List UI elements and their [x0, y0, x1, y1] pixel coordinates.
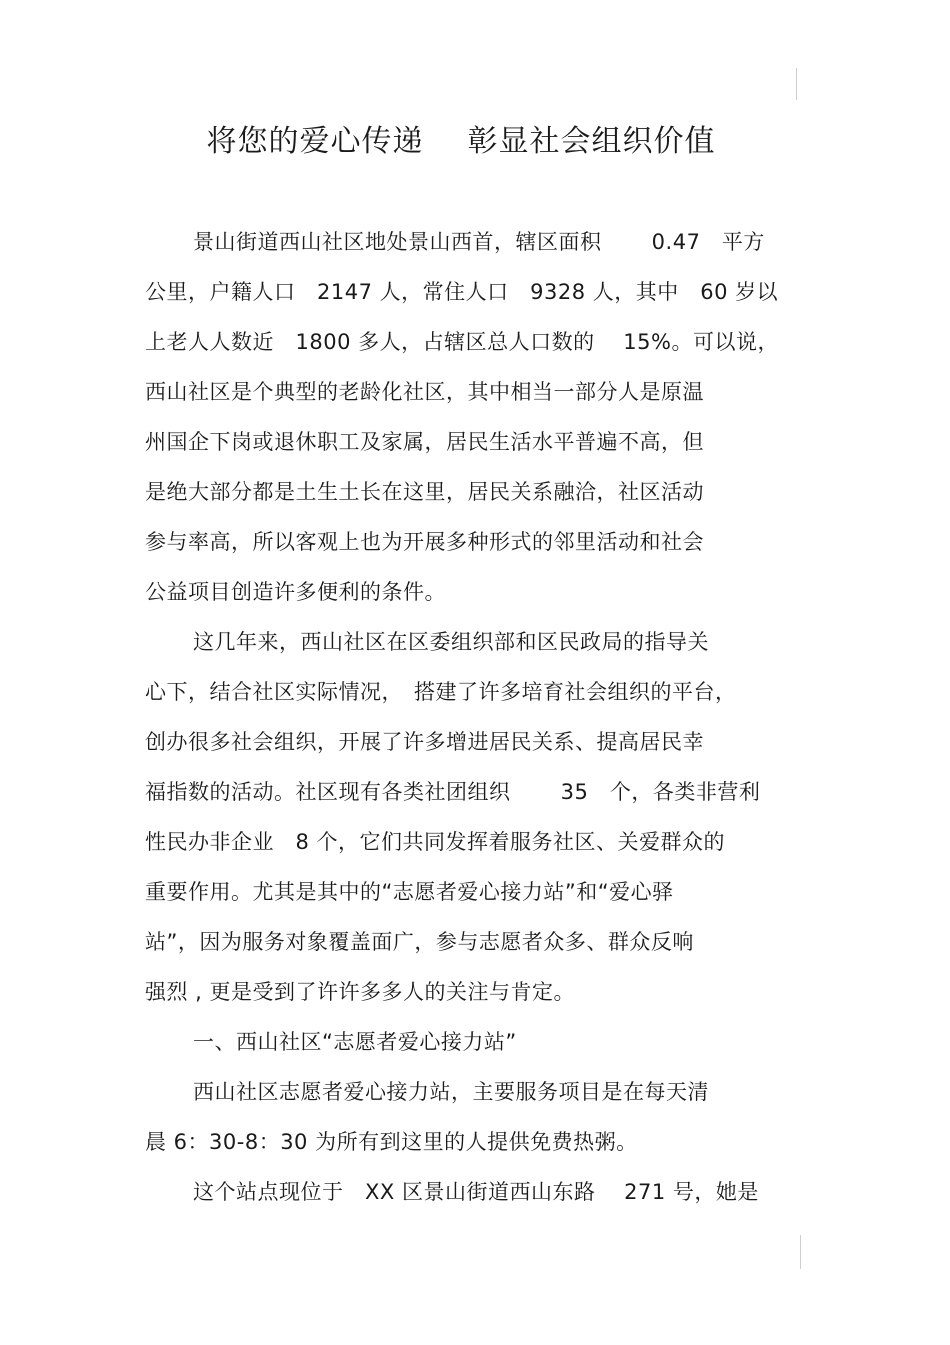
paragraph-line: 这个站点现位于 XX 区景山街道西山东路 271 号，她是 [193, 1180, 759, 1204]
paragraph-line: 这几年来，西山社区在区委组织部和区民政局的指导关 [193, 630, 709, 654]
paragraph-line: 西山社区志愿者爱心接力站，主要服务项目是在每天清 [193, 1080, 709, 1104]
paragraph-line: 西山社区是个典型的老龄化社区，其中相当一部分人是原温 [145, 380, 704, 404]
paragraph-line: 创办很多社会组织，开展了许多增进居民关系、提高居民幸 [145, 730, 704, 754]
paragraph-line: 景山街道西山社区地处景山西首，辖区面积 0.47 平方 [193, 230, 765, 254]
paragraph-line: 晨 6：30-8：30 为所有到这里的人提供免费热粥。 [145, 1130, 638, 1154]
title-part-2: 彰显社会组织价值 [467, 124, 716, 159]
paragraph-line: 站”，因为服务对象覆盖面广，参与志愿者众多、群众反响 [145, 930, 694, 954]
paragraph-line: 重要作用。尤其是其中的“志愿者爱心接力站”和“爱心驿 [145, 880, 674, 904]
document-title [0, 118, 922, 166]
title-part-1: 将您的爱心传递 [206, 124, 424, 159]
paragraph-line: 公益项目创造许多便利的条件。 [145, 580, 446, 604]
paragraph-line: 公里，户籍人口 2147 人，常住人口 9328 人，其中 60 岁以 [145, 280, 779, 304]
paragraph-line: 强烈 , 更是受到了许许多多人的关注与肯定。 [145, 980, 576, 1004]
section-heading: 一、西山社区“志愿者爱心接力站” [193, 1030, 517, 1054]
paragraph-line: 是绝大部分都是土生土长在这里，居民关系融洽，社区活动 [145, 480, 704, 504]
margin-mark-bottom [800, 1235, 801, 1269]
margin-mark-top [796, 68, 797, 100]
paragraph-line: 性民办非企业 8 个，它们共同发挥着服务社区、关爱群众的 [145, 830, 726, 854]
paragraph-line: 福指数的活动。社区现有各类社团组织 35 个，各类非营利 [145, 780, 761, 804]
paragraph-line: 上老人人数近 1800 多人，占辖区总人口数的 15%。可以说， [145, 330, 779, 354]
paragraph-line: 参与率高，所以客观上也为开展多种形式的邻里活动和社会 [145, 530, 704, 554]
paragraph-line: 州国企下岗或退休职工及家属，居民生活水平普遍不高，但 [145, 430, 704, 454]
paragraph-line: 心下，结合社区实际情况， 搭建了许多培育社会组织的平台， [145, 680, 737, 704]
